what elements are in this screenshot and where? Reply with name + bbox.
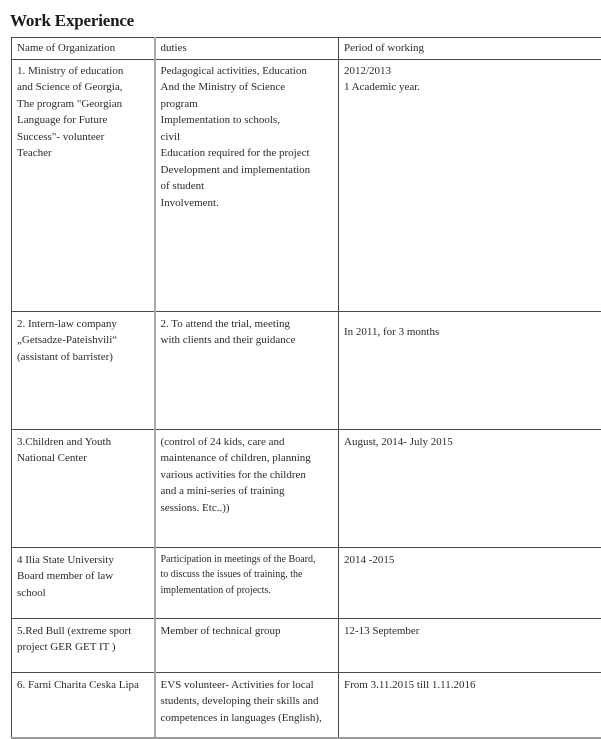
organization-cell [12,311,155,429]
cell-line: 2014 -2015 [344,552,601,569]
duties-cell [155,59,339,311]
period-cell [339,59,601,311]
section-title: Work Experience [10,11,134,31]
cell-line: 2012/2013 [344,63,601,80]
cell-line: 1 Academic year. [344,79,601,96]
table-row [12,311,601,429]
period-cell [339,618,601,672]
cell-line: August, 2014- July 2015 [344,434,601,451]
cell-line: The program "Georgian [17,96,149,113]
cell-line: competences in languages (English), [161,710,334,727]
period-cell [339,547,601,618]
organization-cell [12,672,155,738]
cell-line: And the Ministry of Science [161,79,334,96]
cell-line: Pedagogical activities, Education [161,63,334,80]
duties-cell [155,311,339,429]
work-experience-table [11,37,601,739]
cell-line: to discuss the issues of training, the [161,567,334,583]
table-row [12,429,601,547]
organization-cell [12,547,155,618]
cell-line: 3.Children and Youth [17,434,149,451]
table-row [12,672,601,738]
cell-line: Participation in meetings of the Board, [161,552,334,568]
cell-line: (control of 24 kids, care and [161,434,334,451]
header-period: Period of working [339,38,601,60]
organization-cell [12,618,155,672]
duties-cell [155,547,339,618]
cell-line: EVS volunteer- Activities for local [161,677,334,694]
cell-line: Success"- volunteer [17,129,149,146]
period-cell [339,311,601,429]
cell-line: maintenance of children, planning [161,450,334,467]
header-duties: duties [155,38,339,60]
period-cell [339,429,601,547]
organization-cell [12,429,155,547]
cell-line: Development and implementation [161,162,334,179]
table-header-row [12,38,601,60]
cell-line: school [17,585,149,602]
header-organization: Name of Organization [12,38,155,60]
cell-line: and a mini-series of training [161,483,334,500]
cell-line: „Getsadze-Pateishvili“ [17,332,149,349]
cell-line: civil [161,129,334,146]
period-cell [339,672,601,738]
duties-cell [155,618,339,672]
cell-line: with clients and their guidance [161,332,334,349]
cell-line: project GER GET IT ) [17,639,149,656]
table-row [12,618,601,672]
duties-cell [155,672,339,738]
cell-line: Teacher [17,145,149,162]
cell-line: In 2011, for 3 months [344,324,601,341]
cell-line: and Science of Georgia, [17,79,149,96]
cell-line: students, developing their skills and [161,693,334,710]
cell-line: 12-13 September [344,623,601,640]
cell-line: 5.Red Bull (extreme sport [17,623,149,640]
cell-line: Language for Future [17,112,149,129]
cell-line: of student [161,178,334,195]
cell-line: Involvement. [161,195,334,212]
cell-line: 4 Ilia State University [17,552,149,569]
cell-line: Education required for the project [161,145,334,162]
cell-line: program [161,96,334,113]
duties-cell [155,429,339,547]
cell-line: National Center [17,450,149,467]
cell-line: various activities for the children [161,467,334,484]
table-row [12,547,601,618]
cell-line: 2. To attend the trial, meeting [161,316,334,333]
cell-line: (assistant of barrister) [17,349,149,366]
cell-line: sessions. Etc..)) [161,500,334,517]
table-row [12,59,601,311]
cell-line: 1. Ministry of education [17,63,149,80]
cell-line: From 3.11.2015 till 1.11.2016 [344,677,601,694]
cell-line: 2. Intern-law company [17,316,149,333]
cell-line: Implementation to schools, [161,112,334,129]
cell-line: Member of technical group [161,623,334,640]
organization-cell [12,59,155,311]
cell-line: 6. Farni Charita Ceska Lipa [17,677,149,694]
cell-line: Board member of law [17,568,149,585]
cell-line: implementation of projects. [161,583,334,599]
